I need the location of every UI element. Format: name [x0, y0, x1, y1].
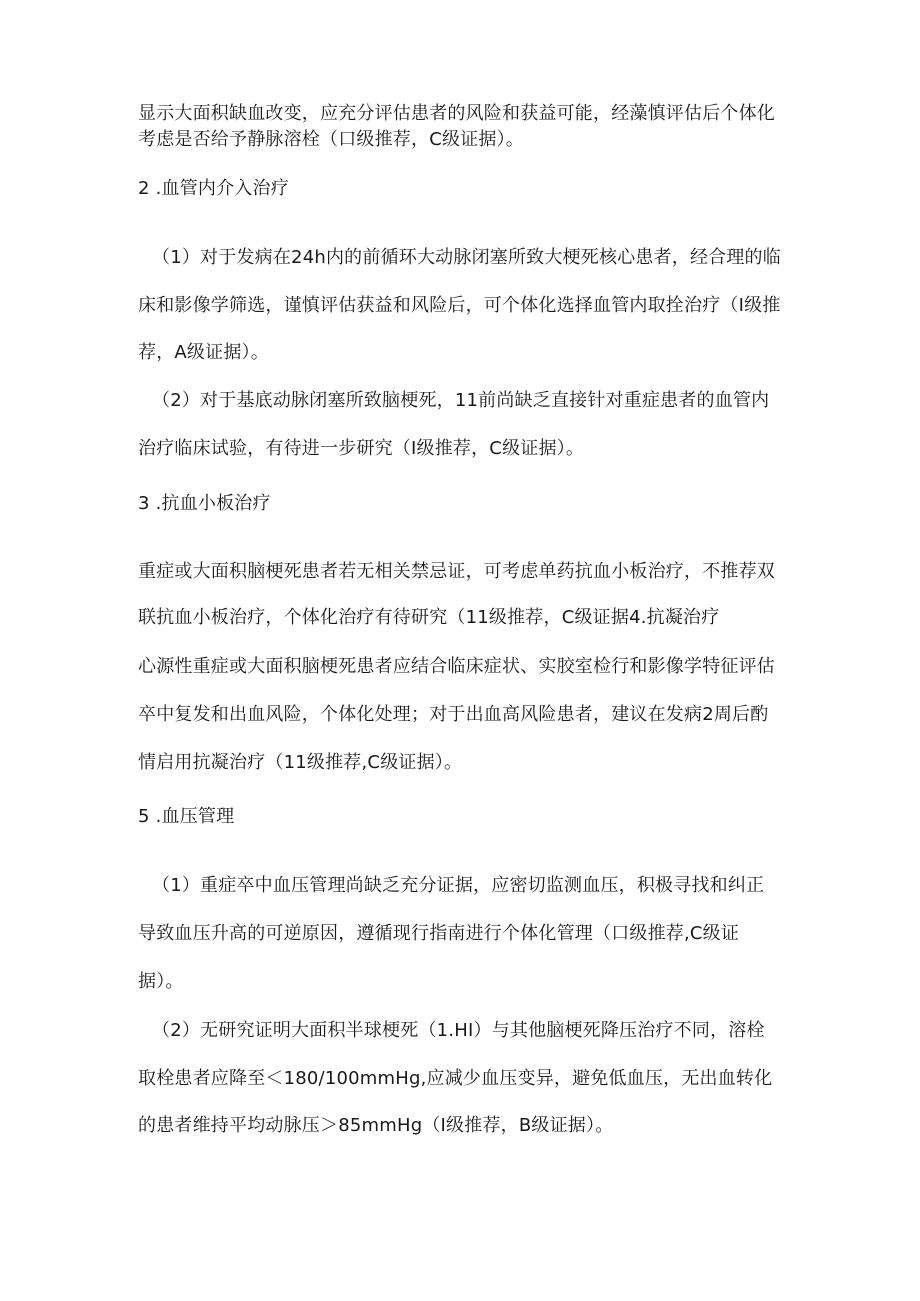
text-line: 重症或大面积脑梗死患者若无相关禁忌证，可考虑单药抗血小板治疗，不推荐双: [138, 561, 775, 582]
text-line: 导致血压升高的可逆原因，遵循现行指南进行个体化管理（口级推荐,C级证: [138, 923, 740, 944]
section-heading: 2 .血管内介入治疗: [138, 178, 289, 199]
text-line: 联抗血小板治疗，个体化治疗有待研究（11级推荐，C级证据4.抗凝治疗: [138, 607, 720, 628]
text-line: 考虑是否给予静脉溶栓（口级推荐，C级证据）。: [138, 129, 524, 150]
text-line: 荐，A级证据）。: [138, 342, 269, 363]
text-line: 床和影像学筛选，谨慎评估获益和风险后，可个体化选择血管内取拴治疗（I级推: [138, 295, 781, 316]
text-line: 心源性重症或大面积脑梗死患者应结合临床症状、实胶室检行和影像学特征评估: [138, 656, 775, 677]
text-line: 的患者维持平均动脉压＞85mmHg（I级推荐，B级证据）。: [138, 1115, 614, 1136]
text-line: 据）。: [138, 971, 184, 992]
text-line: 取栓患者应降至＜180/100mmHg,应减少血压变异，避免低血压，无出血转化: [138, 1068, 773, 1089]
text-line: （1）对于发病在24h内的前循环大动脉闭塞所致大梗死核心患者，经合理的临: [152, 247, 781, 268]
text-line: （2）对于基底动脉闭塞所致脑梗死，11前尚缺乏直接针对重症患者的血管内: [152, 390, 770, 411]
section-heading: 3 .抗血小板治疗: [138, 493, 271, 514]
text-line: （2）无研究证明大面积半球梗死（1.HI）与其他脑梗死降压治疗不同，溶栓: [152, 1020, 765, 1041]
text-line: 情启用抗凝治疗（11级推荐,C级证据）。: [138, 752, 463, 773]
text-line: 卒中复发和出血风险，个体化处理；对于出血高风险患者，建议在发病2周后酌: [138, 704, 769, 725]
text-line: 治疗临床试验，有待进一步研究（I级推荐，C级证据）。: [138, 438, 585, 459]
text-line: （1）重症卒中血压管理尚缺乏充分证据，应密切监测血压，积极寻找和纠正: [152, 875, 765, 896]
text-line: 显示大面积缺血改变，应充分评估患者的风险和获益可能，经藻慎评估后个体化: [138, 103, 775, 124]
section-heading: 5 .血压管理: [138, 806, 235, 827]
